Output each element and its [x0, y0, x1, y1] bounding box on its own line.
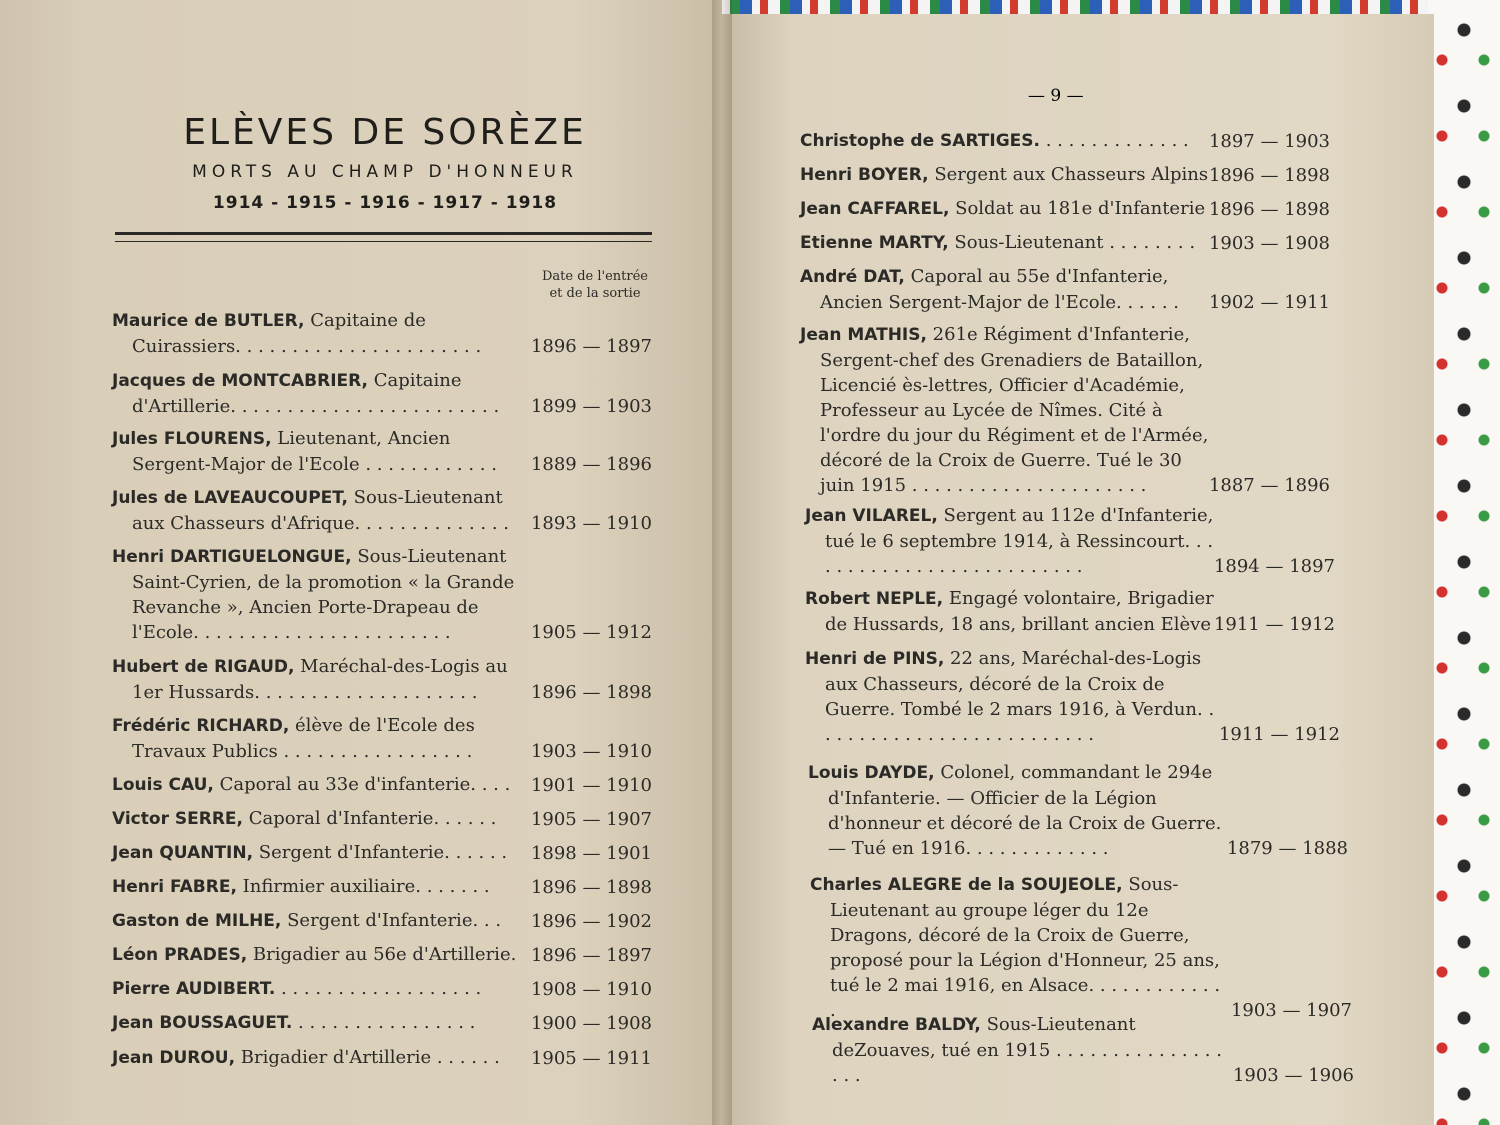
- double-rule-thin: [115, 241, 652, 242]
- list-item: Jean VILAREL, Sergent au 112e d'Infanterie, tué le 6 septembre 1914, à Ressincourt. . . . . . . . . . . . . . . . . . . . . . . . . . 1894 — 1897: [805, 505, 1335, 577]
- list-item: Frédéric RICHARD, élève de l'Ecole des Travaux Publics . . . . . . . . . . . . . . . . . 1903 — 1910: [112, 715, 652, 762]
- list-item: Henri de PINS, 22 ans, Maréchal-des-Logis aux Chasseurs, décoré de la Croix de Guerre. Tombé le 2 mars 1916, à Verdun. . . . . . . . . . . . . . . . . . . . . . . . . . 1911 — 1912: [805, 648, 1340, 745]
- years-heading: 1914 - 1915 - 1916 - 1917 - 1918: [212, 193, 558, 213]
- list-item: Jules FLOURENS, Lieutenant, Ancien Sergent-Major de l'Ecole . . . . . . . . . . . . 1889 — 1896: [112, 428, 652, 475]
- book-gutter: [712, 0, 732, 1125]
- list-item: Alexandre BALDY, Sous-Lieutenant deZouaves, tué en 1915 . . . . . . . . . . . . . . . . . . 1903 — 1906: [812, 1014, 1354, 1086]
- page-number: — 9 —: [1028, 86, 1084, 106]
- list-item: Jean MATHIS, 261e Régiment d'Infanterie, Sergent-chef des Grenadiers de Bataillon, Licencié ès-lettres, Officier d'Académie, Professeur au Lycée de Nîmes. Cité à l'ordre du jour du Régiment et de l'Armée, décoré de la Croix de Guerre. Tué le 30 juin 1915 . . . . . . . . . . . . . . . . . . . . . 1887 — 1896: [800, 324, 1330, 496]
- list-item: Jules de LAVEAUCOUPET, Sous-Lieutenant aux Chasseurs d'Afrique. . . . . . . . . . . . . . 1893 — 1910: [112, 487, 652, 534]
- page-title: ELÈVES DE SORÈZE: [183, 112, 587, 153]
- list-item: Jean CAFFAREL, Soldat au 181e d'Infanterie 1896 — 1898: [800, 198, 1330, 220]
- list-item: Maurice de BUTLER, Capitaine de Cuirassiers. . . . . . . . . . . . . . . . . . . . . . 1896 — 1897: [112, 310, 652, 357]
- list-item: Henri FABRE, Infirmier auxiliaire. . . . . . . 1896 — 1898: [112, 876, 652, 898]
- list-item: Louis CAU, Caporal au 33e d'infanterie. . . . 1901 — 1910: [112, 774, 652, 796]
- list-item: Pierre AUDIBERT. . . . . . . . . . . . . . . . . . . 1908 — 1910: [112, 978, 652, 1000]
- double-rule-thick: [115, 232, 652, 235]
- list-item: Christophe de SARTIGES. . . . . . . . . . . . . . 1897 — 1903: [800, 130, 1330, 152]
- list-item: Etienne MARTY, Sous-Lieutenant . . . . . . . . 1903 — 1908: [800, 232, 1330, 254]
- page-subtitle: MORTS AU CHAMP D'HONNEUR: [192, 162, 578, 182]
- list-item: Louis DAYDE, Colonel, commandant le 294e d'Infanterie. — Officier de la Légion d'honneur et décoré de la Croix de Guerre. — Tué en 1916. . . . . . . . . . . . . 1879 — 1888: [808, 762, 1348, 859]
- list-item: Victor SERRE, Caporal d'Infanterie. . . . . . 1905 — 1907: [112, 808, 652, 830]
- list-item: Henri BOYER, Sergent aux Chasseurs Alpins 1896 — 1898: [800, 164, 1330, 186]
- list-item: Henri DARTIGUELONGUE, Sous-Lieutenant Saint-Cyrien, de la promotion « la Grande Revanche », Ancien Porte-Drapeau de l'Ecole. . . . . . . . . . . . . . . . . . . . . . . 1905 — 1912: [112, 546, 652, 643]
- list-item: Jean BOUSSAGUET. . . . . . . . . . . . . . . . . 1900 — 1908: [112, 1012, 652, 1034]
- list-item: André DAT, Caporal au 55e d'Infanterie, Ancien Sergent-Major de l'Ecole. . . . . . 1902 — 1911: [800, 266, 1330, 313]
- date-column-header: Date de l'entrée et de la sortie: [542, 269, 648, 301]
- fabric-background-right: [1428, 0, 1500, 1125]
- list-item: Léon PRADES, Brigadier au 56e d'Artillerie. 1896 — 1897: [112, 944, 652, 966]
- list-item: Robert NEPLE, Engagé volontaire, Brigadier de Hussards, 18 ans, brillant ancien Elève 1911 — 1912: [805, 588, 1335, 635]
- list-item: Hubert de RIGAUD, Maréchal-des-Logis au 1er Hussards. . . . . . . . . . . . . . . . . . . . 1896 — 1898: [112, 656, 652, 703]
- list-item: Jean QUANTIN, Sergent d'Infanterie. . . . . . 1898 — 1901: [112, 842, 652, 864]
- list-item: Charles ALEGRE de la SOUJEOLE, Sous-Lieutenant au groupe léger du 12e Dragons, décoré de la Croix de Guerre, proposé pour la Légion d'Honneur, 25 ans, tué le 2 mai 1916, en Alsace. . . . . . . . . . . . . 1903 — 1907: [810, 874, 1352, 1021]
- list-item: Jean DUROU, Brigadier d'Artillerie . . . . . . 1905 — 1911: [112, 1047, 652, 1069]
- list-item: Gaston de MILHE, Sergent d'Infanterie. . . 1896 — 1902: [112, 910, 652, 932]
- list-item: Jacques de MONTCABRIER, Capitaine d'Artillerie. . . . . . . . . . . . . . . . . . . . . . . . 1899 — 1903: [112, 370, 652, 417]
